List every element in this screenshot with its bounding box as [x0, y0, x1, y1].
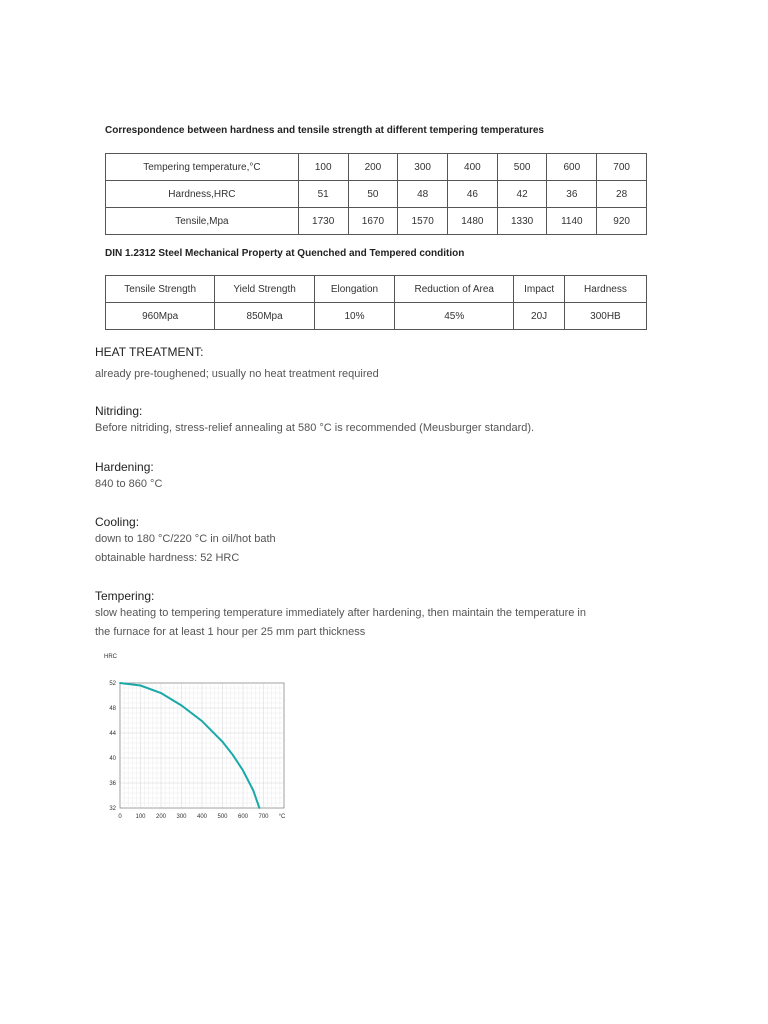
table-cell: 28: [597, 181, 647, 208]
tempering-text-1: slow heating to tempering temperature immediately after hardening, then maintain the temperature in: [95, 607, 586, 619]
table-cell: 300: [398, 154, 448, 181]
y-tick-label: 44: [109, 731, 116, 737]
table-cell: 1140: [547, 208, 597, 235]
data-point: [119, 682, 121, 684]
table-cell: 1480: [448, 208, 498, 235]
column-header: Tensile Strength: [106, 276, 215, 303]
x-tick-label: °C: [278, 814, 286, 820]
hardness-tensile-table: [105, 153, 647, 235]
data-point: [140, 685, 142, 687]
x-tick-label: 0: [118, 814, 122, 820]
column-header: Yield Strength: [215, 276, 315, 303]
y-tick-label: 40: [109, 756, 116, 762]
nitriding-heading: Nitriding:: [95, 404, 143, 418]
table-cell: 1730: [298, 208, 348, 235]
cooling-text-1: down to 180 °C/220 °C in oil/hot bath: [95, 533, 276, 545]
data-point: [160, 692, 162, 694]
table-cell: 10%: [314, 303, 394, 330]
table2-title: DIN 1.2312 Steel Mechanical Property at Quenched and Tempered condition: [105, 248, 465, 259]
heat-treatment-heading: HEAT TREATMENT:: [95, 345, 204, 359]
x-tick-label: 200: [155, 814, 167, 820]
table1-title: Correspondence between hardness and tensile strength at different tempering temperatures: [105, 125, 544, 136]
table-row: [106, 303, 647, 330]
x-tick-label: 300: [176, 814, 187, 820]
y-axis-label: HRC: [104, 654, 117, 660]
row-label: Tempering temperature,°C: [106, 154, 299, 181]
table-row: [106, 181, 647, 208]
column-header: Impact: [514, 276, 565, 303]
table-cell: 200: [348, 154, 398, 181]
table-cell: 45%: [395, 303, 514, 330]
table-cell: 36: [547, 181, 597, 208]
table-cell: 1330: [497, 208, 547, 235]
table-cell: 300HB: [564, 303, 646, 330]
column-header: Hardness: [564, 276, 646, 303]
table-cell: 51: [298, 181, 348, 208]
cooling-text-2: obtainable hardness: 52 HRC: [95, 552, 240, 564]
data-point: [252, 790, 254, 792]
mechanical-property-table: [105, 275, 647, 330]
hardening-text: 840 to 860 °C: [95, 478, 163, 490]
x-tick-label: 400: [196, 814, 208, 820]
column-header: Reduction of Area: [395, 276, 514, 303]
tempering-heading: Tempering:: [95, 589, 155, 603]
table-row: [106, 208, 647, 235]
row-label: Tensile,Mpa: [106, 208, 299, 235]
y-tick-label: 52: [109, 681, 116, 687]
y-tick-label: 48: [109, 706, 116, 712]
cooling-heading: Cooling:: [95, 515, 140, 529]
table-cell: 42: [497, 181, 547, 208]
table-cell: 20J: [514, 303, 565, 330]
data-point: [181, 705, 183, 707]
table-cell: 100: [298, 154, 348, 181]
table-cell: 1670: [348, 208, 398, 235]
tempering-hardness-chart: [100, 650, 310, 820]
table-header-row: [106, 276, 647, 303]
data-point: [201, 720, 203, 722]
data-point: [232, 754, 234, 756]
y-tick-label: 32: [109, 806, 116, 812]
table-cell: 850Mpa: [215, 303, 315, 330]
table-cell: 48: [398, 181, 448, 208]
table-cell: 600: [547, 154, 597, 181]
x-tick-label: 100: [135, 814, 146, 820]
x-tick-label: 700: [258, 814, 269, 820]
table-cell: 50: [348, 181, 398, 208]
hardening-heading: Hardening:: [95, 460, 154, 474]
x-tick-label: 600: [237, 814, 249, 820]
table-row: [106, 154, 647, 181]
table-cell: 700: [597, 154, 647, 181]
data-point: [259, 807, 261, 809]
y-tick-label: 36: [109, 781, 116, 787]
nitriding-text: Before nitriding, stress-relief annealing at 580 °C is recommended (Meusburger standard).: [95, 422, 535, 434]
table-cell: 46: [448, 181, 498, 208]
table-cell: 500: [497, 154, 547, 181]
data-point: [222, 741, 224, 743]
x-tick-label: 500: [217, 814, 228, 820]
data-point: [242, 770, 244, 772]
table-cell: 400: [448, 154, 498, 181]
row-label: Hardness,HRC: [106, 181, 299, 208]
tempering-text-2: the furnace for at least 1 hour per 25 mm part thickness: [95, 626, 366, 638]
heat-treatment-text: already pre-toughened; usually no heat treatment required: [95, 368, 379, 380]
table-cell: 960Mpa: [106, 303, 215, 330]
column-header: Elongation: [314, 276, 394, 303]
table-cell: 1570: [398, 208, 448, 235]
table-cell: 920: [597, 208, 647, 235]
